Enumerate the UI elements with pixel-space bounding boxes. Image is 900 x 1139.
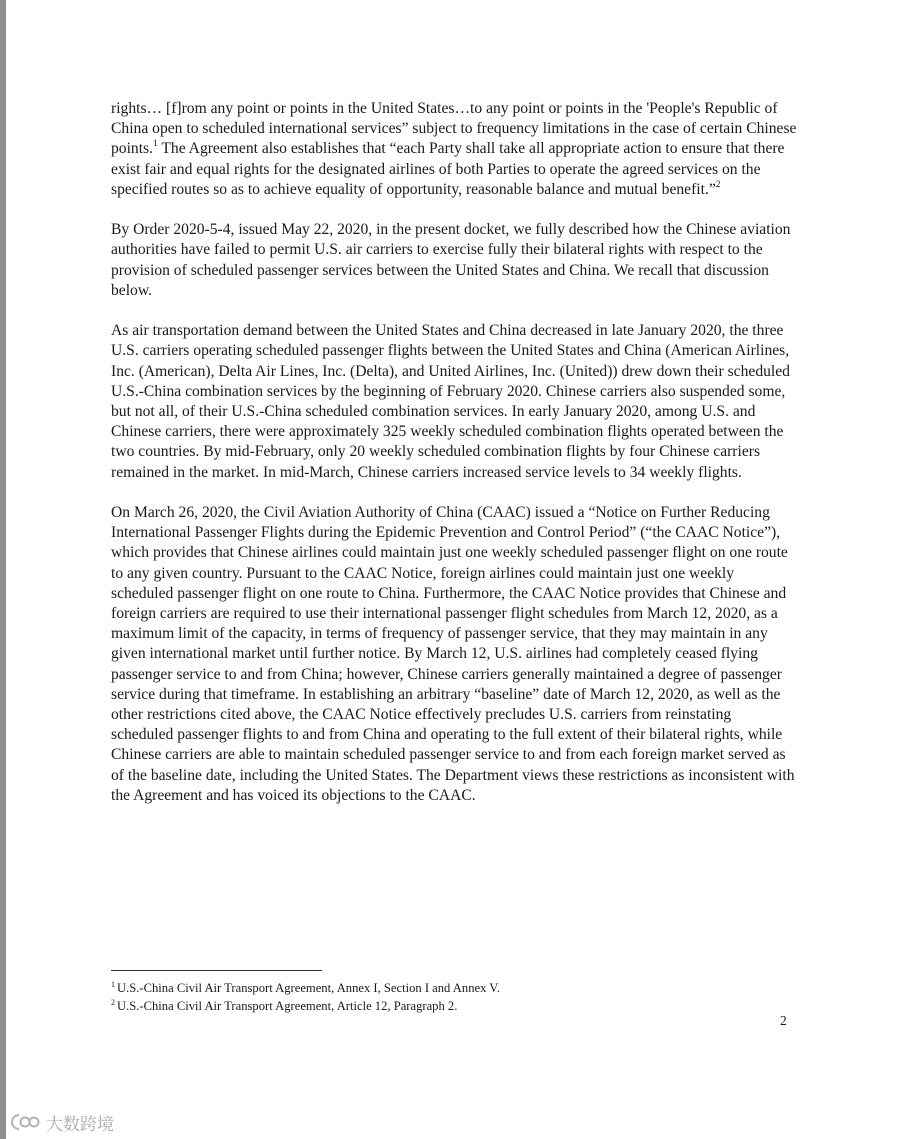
paragraph-demand-decrease (111, 321, 797, 483)
footnote-mark: 1 (111, 979, 115, 989)
text-segment: As air transportation demand between the United States and China decreased in late January 2020, the three U.S. carriers operating scheduled passenger flights between the United States and China (American Airlines, Inc. (American), Delta Air Lines, Inc. (Delta), and United Airlines, Inc. (United)) drew down their scheduled U.S.-China combination services by the beginning of February 2020. Chinese carriers also suspended some, but not all, of their U.S.-China scheduled combination services. In early January 2020, among U.S. and Chinese carriers, there were approximately 325 weekly scheduled combination flights operated between the two countries. By mid-February, only 20 weekly scheduled combination flights by four Chinese carriers remained in the market. In mid-March, Chinese carriers increased service levels to 34 weekly flights. (111, 322, 790, 481)
footnote-ref-2: 2 (715, 179, 721, 190)
document-body (111, 99, 797, 826)
text-segment: By Order 2020-5-4, issued May 22, 2020, in the present docket, we fully described how the Chinese aviation authorities have failed to permit U.S. air carriers to exercise fully their bilateral rights with respect to the provision of scheduled passenger services between the United States and China. We recall that discussion below. (111, 221, 791, 299)
watermark (10, 1110, 114, 1134)
paragraph-order-2020-5-4 (111, 220, 797, 301)
paragraph-caac-notice (111, 503, 797, 806)
footnote-mark: 2 (111, 997, 115, 1007)
logo-mark-icon (10, 1112, 40, 1132)
footnote-2 (111, 997, 797, 1015)
footnote-text: U.S.-China Civil Air Transport Agreement, Article 12, Paragraph 2. (117, 999, 458, 1013)
text-segment: rights… [f]rom any point or points in the United States…to any point or points in the 'People's Republic of China open to scheduled international services” subject to frequency limitations in the case of certain Chinese points. (111, 100, 797, 158)
watermark-text: 大数跨境 (46, 1114, 114, 1135)
text-segment: The Agreement also establishes that “each Party shall take all appropriate action to ensure that there exist fair and equal rights for the designated airlines of both Parties to operate the agreed services on the specified routes so as to achieve equality of opportunity, reasonable balance and mutual benefit.” (111, 140, 785, 198)
footnote-divider (111, 970, 322, 971)
footnote-text: U.S.-China Civil Air Transport Agreement, Annex I, Section I and Annex V. (117, 981, 500, 995)
footnote-1 (111, 979, 797, 997)
page-number: 2 (780, 1013, 787, 1028)
footnotes (111, 979, 797, 1015)
paragraph-bilateral-rights (111, 99, 797, 200)
text-segment: On March 26, 2020, the Civil Aviation Authority of China (CAAC) issued a “Notice on Further Reducing International Passenger Flights during the Epidemic Prevention and Control Period” (“the CAAC Notice”), which provides that Chinese airlines could maintain just one weekly scheduled passenger flight on one route to any given country. Pursuant to the CAAC Notice, foreign airlines could maintain just one weekly scheduled passenger flight on one route to China. Furthermore, the CAAC Notice provides that Chinese and foreign carriers are required to use their international passenger flight schedules from March 12, 2020, as a maximum limit of the capacity, in terms of frequency of passenger service, that they may maintain in any given international market until further notice. By March 12, U.S. airlines had completely ceased flying passenger service to and from China; however, Chinese carriers generally maintained a degree of passenger service during that timeframe. In establishing an arbitrary “baseline” date of March 12, 2020, as well as the other restrictions cited above, the CAAC Notice effectively precludes U.S. carriers from reinstating scheduled passenger flights to and from China and operating to the full extent of their bilateral rights, while Chinese carriers are able to maintain scheduled passenger service to and from each foreign market served as of the baseline date, including the United States. The Department views these restrictions as inconsistent with the Agreement and has voiced its objections to the CAAC. (111, 504, 795, 804)
footnote-ref-1: 1 (153, 139, 158, 150)
